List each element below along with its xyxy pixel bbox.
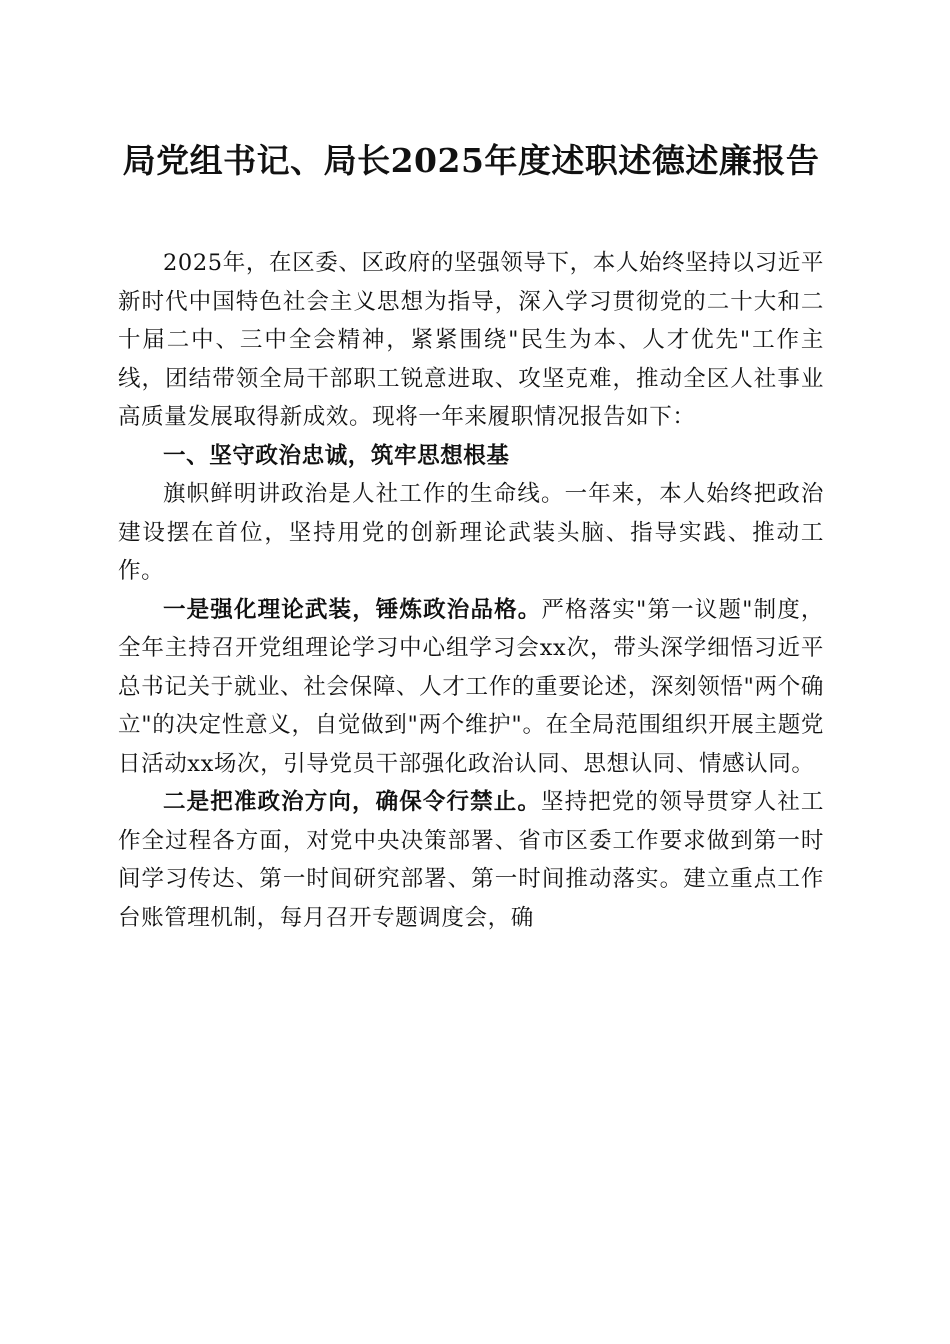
document-page [118,138,824,937]
section-heading-1: 一、坚守政治忠诚，筑牢思想根基 [163,442,510,469]
document-title: 局党组书记、局长2025年度述职述德述廉报告 [122,141,820,180]
intro-text: 2025年，在区委、区政府的坚强领导下，本人始终坚持以习近平新时代中国特色社会主义思想为指导，深入学习贯彻党的二十大和二十届二中、三中全会精神，紧紧围绕"民生为本、人才优先"工作主线，团结带领全局干部职工锐意进取、攻坚克难，推动全区人社事业高质量发展取得新成效。现将一年来履职情况报告如下： [118,250,824,430]
section-1-paragraph [118,475,824,591]
section-1-text: 旗帜鲜明讲政治是人社工作的生命线。一年来，本人始终把政治建设摆在首位，坚持用党的创新理论武装头脑、指导实践、推动工作。 [118,481,824,584]
point-1-lead: 一是强化理论武装，锤炼政治品格。 [163,596,542,623]
point-1-text: 严格落实"第一议题"制度，全年主持召开党组理论学习中心组学习会xx次，带头深学细悟习近平总书记关于就业、社会保障、人才工作的重要论述，深刻领悟"两个确立"的决定性意义，自觉做到"两个维护"。在全局范围组织开展主题党日活动xx场次，引导党员干部强化政治认同、思想认同、情感认同。 [118,596,825,777]
intro-paragraph [118,244,824,437]
document-body [118,244,824,937]
point-2-paragraph [118,783,824,937]
point-1-paragraph [118,591,824,784]
point-2-lead: 二是把准政治方向，确保令行禁止。 [163,789,542,815]
point-2-text: 坚持把党的领导贯穿人社工作全过程各方面，对党中央决策部署、省市区委工作要求做到第一时间学习传达、第一时间研究部署、第一时间推动落实。建立重点工作台账管理机制，每月召开专题调度会，确 [118,789,824,931]
